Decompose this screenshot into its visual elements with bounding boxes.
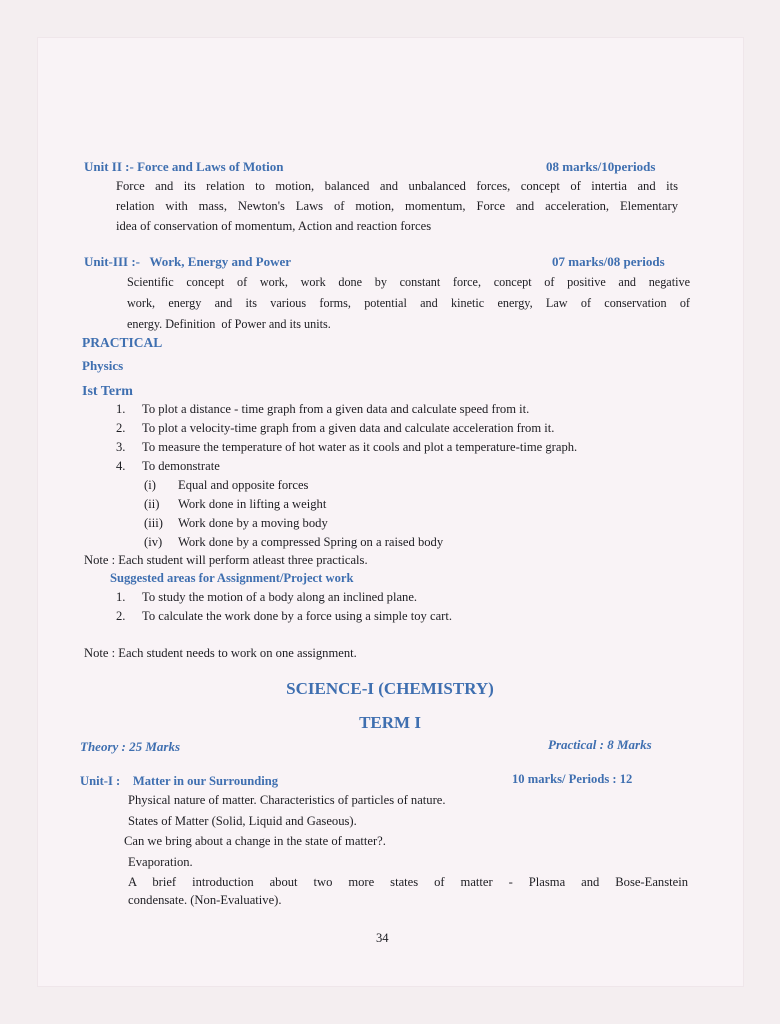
chemistry-topic-line: Physical nature of matter. Characteristics of particles of nature. (128, 793, 446, 807)
demonstrate-subitem (144, 495, 326, 514)
practical-item (116, 438, 577, 457)
practical-item (116, 419, 554, 438)
subitem-text: Work done by a compressed Spring on a raised body (178, 535, 444, 549)
suggested-areas-heading: Suggested areas for Assignment/Project work (110, 571, 354, 585)
chemistry-topic-line: Evaporation. (128, 855, 193, 869)
chemistry-topic-line: States of Matter (Solid, Liquid and Gaseous). (128, 814, 357, 828)
note-practicals: Note : Each student will perform atleast three practicals. (84, 553, 368, 567)
chemistry-unit-marks: 10 marks/ Periods : 12 (512, 772, 633, 786)
chemistry-unit-title: Unit-I : Matter in our Surrounding (80, 774, 279, 788)
unit2-line-1: Force and its relation to motion, balanced and unbalanced forces, concept of intertia and its (116, 179, 678, 193)
unit2-marks: 08 marks/10periods (546, 159, 656, 174)
chemistry-topic-line: Can we bring about a change in the state of matter?. (124, 834, 386, 848)
unit3-line-3: energy. Definition of Power and its units. (127, 317, 331, 331)
item-number: 1. (116, 590, 126, 604)
unit2-line-3: idea of conservation of momentum, Action and reaction forces (116, 219, 432, 233)
item-text: To plot a distance - time graph from a given data and calculate speed from it. (142, 402, 530, 416)
item-text: To calculate the work done by a force using a simple toy cart. (142, 609, 453, 623)
physics-subheading: Physics (82, 358, 124, 373)
subitem-number: (ii) (144, 497, 160, 511)
chemistry-topic-line: condensate. (Non-Evaluative). (128, 893, 282, 907)
note-assignment: Note : Each student needs to work on one assignment. (84, 646, 357, 660)
chemistry-term: TERM I (359, 713, 421, 732)
unit3-title: Unit-III :- Work, Energy and Power (84, 254, 292, 269)
practical-item (116, 400, 529, 419)
unit3-line-1: Scientific concept of work, work done by constant force, concept of positive and negative (127, 275, 690, 289)
suggested-item (116, 607, 452, 626)
term-heading: Ist Term (82, 384, 133, 399)
item-text: To measure the temperature of hot water as it cools and plot a temperature-time graph. (142, 440, 578, 454)
suggested-item (116, 588, 417, 607)
item-text: To plot a velocity-time graph from a given data and calculate acceleration from it. (142, 421, 555, 435)
item-number: 4. (116, 459, 126, 473)
unit3-line-2: work, energy and its various forms, potential and kinetic energy, Law of conservation of (127, 296, 690, 310)
unit2-title: Unit II :- Force and Laws of Motion (84, 159, 284, 174)
theory-marks: Theory : 25 Marks (80, 739, 181, 754)
demonstrate-subitem (144, 533, 443, 552)
item-number: 3. (116, 440, 126, 454)
subitem-number: (iii) (144, 516, 163, 530)
subitem-text: Work done in lifting a weight (178, 497, 327, 511)
subitem-text: Equal and opposite forces (178, 478, 309, 492)
subitem-text: Work done by a moving body (178, 516, 328, 530)
practical-marks: Practical : 8 Marks (548, 737, 652, 752)
item-number: 1. (116, 402, 126, 416)
practical-heading: PRACTICAL (82, 335, 163, 350)
practical-item (116, 457, 220, 476)
item-text: To study the motion of a body along an inclined plane. (142, 590, 418, 604)
chemistry-topic-line: A brief introduction about two more states of matter - Plasma and Bose-Eanstein (128, 875, 688, 889)
item-text: To demonstrate (142, 459, 220, 473)
item-number: 2. (116, 609, 126, 623)
chemistry-title: SCIENCE-I (CHEMISTRY) (286, 679, 494, 698)
demonstrate-subitem (144, 476, 308, 495)
unit2-line-2: relation with mass, Newton's Laws of motion, momentum, Force and acceleration, Elementary (116, 199, 678, 213)
unit3-marks: 07 marks/08 periods (552, 254, 665, 269)
subitem-number: (i) (144, 478, 156, 492)
page-number: 34 (376, 931, 389, 945)
item-number: 2. (116, 421, 126, 435)
demonstrate-subitem (144, 514, 328, 533)
subitem-number: (iv) (144, 535, 163, 549)
